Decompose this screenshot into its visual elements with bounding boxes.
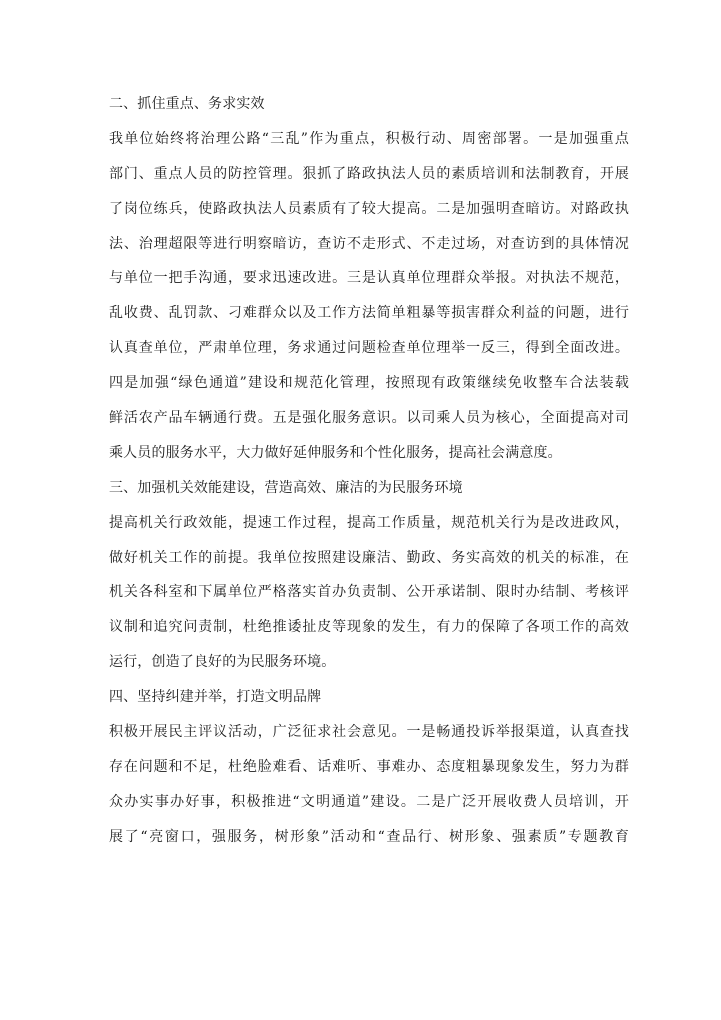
paragraph-line: 四是加强“绿色通道”建设和规范化管理，按照现有政策继续免收整车合法装载 xyxy=(109,375,629,392)
section-heading: 三、加强机关效能建设，营造高效、廉洁的为民服务环境 xyxy=(109,479,463,496)
paragraph-line: 议制和追究问责制，杜绝推诿扯皮等现象的发生，有力的保障了各项工作的高效 xyxy=(109,619,629,636)
paragraph-line: 了岗位练兵，使路政执法人员素质有了较大提高。二是加强明查暗访。对路政执 xyxy=(109,200,629,217)
paragraph-line: 法、治理超限等进行明察暗访，查访不走形式、不走过场，对查访到的具体情况 xyxy=(109,235,629,252)
document-page xyxy=(109,93,629,861)
paragraph-line: 存在问题和不足，杜绝脸难看、话难听、事难办、态度粗暴现象发生，努力为群 xyxy=(109,758,629,775)
paragraph-last-line: 运行，创造了良好的为民服务环境。 xyxy=(109,654,336,671)
paragraph-line: 提高机关行政效能，提速工作过程，提高工作质量，规范机关行为是改进政风， xyxy=(109,514,629,531)
paragraph-line: 乱收费、乱罚款、刁难群众以及工作方法简单粗暴等损害群众利益的问题，进行 xyxy=(109,305,629,322)
paragraph-line: 展了“亮窗口，强服务，树形象”活动和“查品行、树形象、强素质”专题教育 xyxy=(109,828,629,845)
paragraph-line: 鲜活农产品车辆通行费。五是强化服务意识。以司乘人员为核心，全面提高对司 xyxy=(109,410,629,427)
paragraph-line: 做好机关工作的前提。我单位按照建设廉洁、勤政、务实高效的机关的标准，在 xyxy=(109,549,629,566)
paragraph-line: 部门、重点人员的防控管理。狠抓了路政执法人员的素质培训和法制教育，开展 xyxy=(109,165,629,182)
section-heading: 四、坚持纠建并举，打造文明品牌 xyxy=(109,689,322,706)
paragraph-line: 与单位一把手沟通，要求迅速改进。三是认真单位理群众举报。对执法不规范， xyxy=(109,270,629,287)
paragraph-line: 机关各科室和下属单位严格落实首办负责制、公开承诺制、限时办结制、考核评 xyxy=(109,584,629,601)
paragraph-line: 认真查单位，严肃单位理，务求通过问题检查单位理举一反三，得到全面改进。 xyxy=(109,340,629,357)
paragraph-line: 积极开展民主评议活动，广泛征求社会意见。一是畅通投诉举报渠道，认真查找 xyxy=(109,724,629,741)
paragraph-line: 我单位始终将治理公路“三乱”作为重点，积极行动、周密部署。一是加强重点 xyxy=(109,130,629,147)
section-heading: 二、抓住重点、务求实效 xyxy=(109,96,265,112)
paragraph-last-line: 乘人员的服务水平，大力做好延伸服务和个性化服务，提高社会满意度。 xyxy=(109,444,562,461)
paragraph-line: 众办实事办好事，积极推进“文明通道”建设。二是广泛开展收费人员培训，开 xyxy=(109,793,629,810)
